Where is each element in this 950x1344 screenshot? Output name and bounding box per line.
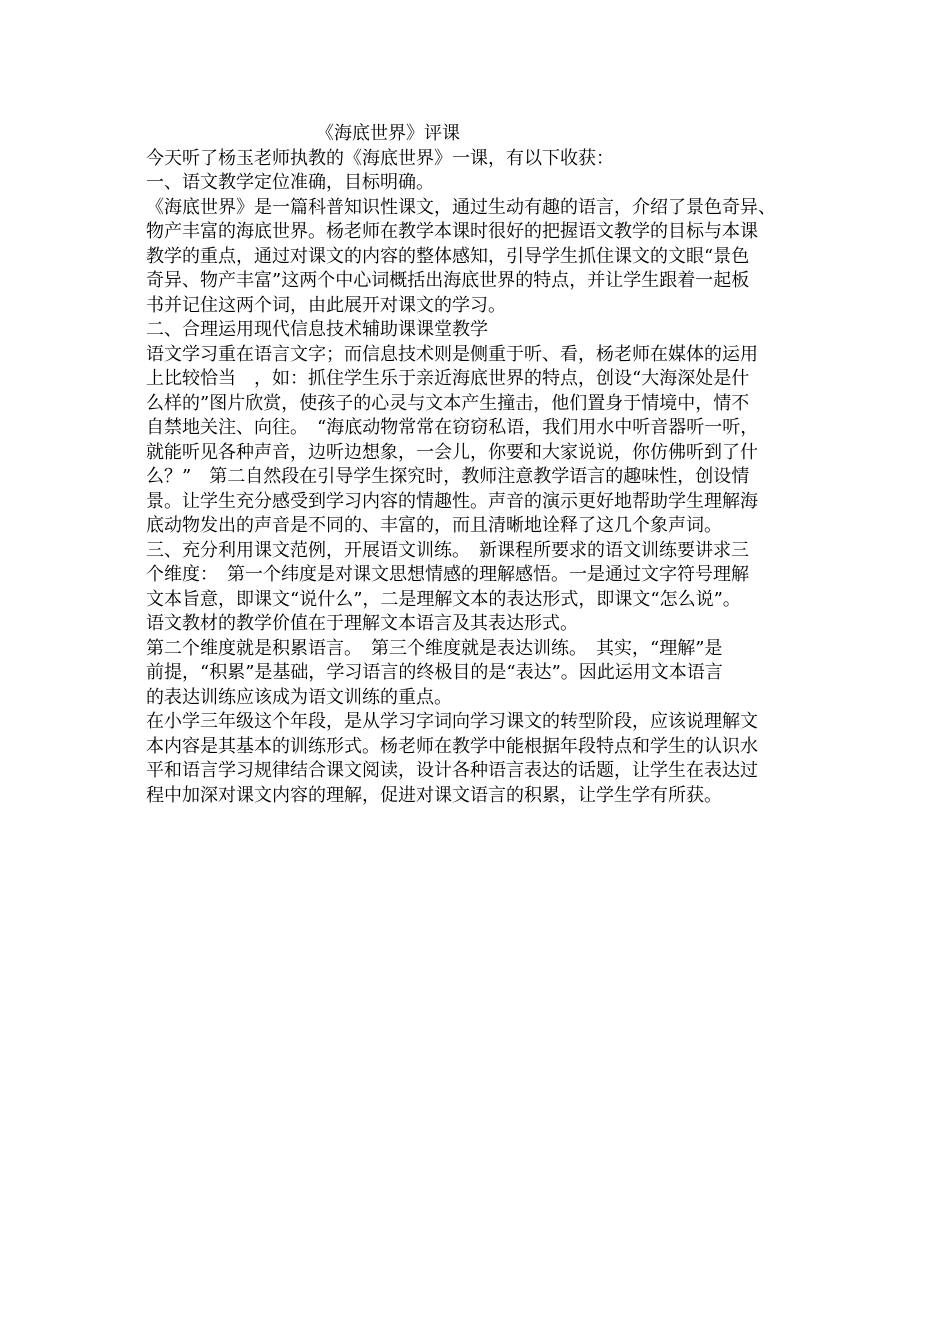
text-line: 平和语言学习规律结合课文阅读，设计各种语言表达的话题，让学生在表达过 [146,760,758,781]
text-line: 底动物发出的声音是不同的、丰富的，而且清晰地诠释了这几个象声词。 [146,515,722,536]
text-line: 个维度： 第一个纬度是对课文思想情感的理解感悟。一是通过文字符号理解 [146,564,749,585]
document-title: 《海底世界》评课 [316,123,460,144]
text-line: 么样的”图片欣赏，使孩子的心灵与文本产生撞击，他们置身于情境中，情不 [146,392,750,414]
text-line: 景。让学生充分感受到学习内容的情趣性。声音的演示更好地帮助学生理解海 [146,490,758,512]
text-line: 今天听了杨玉老师执教的《海底世界》一课，有以下收获： [146,147,614,169]
document-body [146,122,836,808]
text-line: 一、语文教学定位准确，目标明确。 [146,172,434,193]
text-line: 的表达训练应该成为语文训练的重点。 [146,686,452,708]
text-line: 文本旨意，即课文“说什么”，二是理解文本的表达形式，即课文“怎么说”。 [146,588,741,610]
text-line: 物产丰富的海底世界。杨老师在教学本课时很好的把握语文教学的目标与本课 [146,221,758,242]
text-line: 程中加深对课文内容的理解，促进对课文语言的积累，让学生学有所获。 [146,784,722,806]
text-line: 语文教材的教学价值在于理解文本语言及其表达形式。 [146,613,578,634]
text-line: 第二个维度就是积累语言。 第三个维度就是表达训练。 其实，“理解”是 [146,637,723,659]
text-line: 奇异、物产丰富”这两个中心词概括出海底世界的特点，并让学生跟着一起板 [146,270,750,291]
text-line: 书并记住这两个词，由此展开对课文的学习。 [146,294,506,316]
text-line: 二、合理运用现代信息技术辅助课课堂教学 [146,319,488,340]
text-line: 上比较恰当 ，如：抓住学生乐于亲近海底世界的特点，创设“大海深处是什 [146,368,750,389]
text-line: 三、充分利用课文范例，开展语文训练。 新课程所要求的语文训练要讲求三 [146,539,749,561]
text-line: 么？” 第二自然段在引导学生探究时，教师注意教学语言的趣味性，创设情 [146,466,750,487]
text-line: 自禁地关注、向往。 “海底动物常常在窃窃私语，我们用水中听音器听一听， [146,417,759,438]
text-line: 就能听见各种声音，边听边想象，一会儿，你要和大家说说，你仿佛听到了什 [146,441,758,463]
text-line: 语文学习重在语言文字；而信息技术则是侧重于听、看，杨老师在媒体的运用 [146,343,758,365]
text-line: 前提，“积累”是基础，学习语言的终极目的是“表达”。因此运用文本语言 [146,662,723,683]
text-line: 教学的重点，通过对课文的内容的整体感知，引导学生抓住课文的文眼“景色 [146,245,750,267]
text-line: 在小学三年级这个年段，是从学习字词向学习课文的转型阶段，应该说理解文 [146,711,758,732]
text-line: 《海底世界》是一篇科普知识性课文，通过生动有趣的语言，介绍了景色奇异、 [146,196,776,218]
text-line: 本内容是其基本的训练形式。杨老师在教学中能根据年段特点和学生的认识水 [146,735,758,757]
